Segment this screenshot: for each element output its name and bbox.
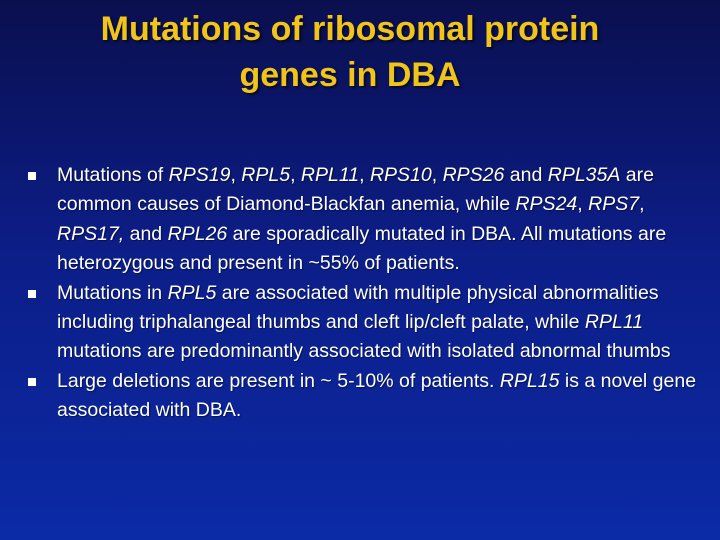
text-run: and bbox=[504, 164, 548, 186]
gene-name: RPS7 bbox=[588, 193, 640, 216]
text-run: , bbox=[359, 164, 370, 186]
slide-title bbox=[0, 6, 700, 98]
gene-name: RPL15 bbox=[499, 369, 560, 392]
gene-name: RPL5 bbox=[241, 164, 291, 186]
gene-name: RPL5 bbox=[167, 281, 217, 304]
slide-title-line-2: genes in DBA bbox=[239, 56, 461, 94]
gene-name: RPL35A bbox=[547, 164, 621, 186]
bullet-text-2 bbox=[57, 282, 671, 363]
slide-title-line-1: Mutations of ribosomal protein bbox=[100, 10, 600, 48]
text-run: , bbox=[431, 164, 443, 186]
text-run: , bbox=[230, 164, 242, 186]
gene-name: RPL11 bbox=[584, 311, 644, 334]
bullet-item-3 bbox=[26, 367, 706, 426]
gene-name: RPL11 bbox=[300, 164, 360, 186]
bullet-item-1 bbox=[26, 161, 706, 279]
bullet-text-3 bbox=[57, 370, 696, 421]
gene-name: RPL26 bbox=[167, 222, 228, 245]
gene-name: RPS10 bbox=[369, 164, 432, 186]
text-run: , bbox=[290, 164, 301, 186]
text-run: Mutations of bbox=[57, 164, 169, 186]
text-run: Large deletions are present in ~ 5-10% of patients. bbox=[57, 369, 500, 392]
text-run: are sporadically mutated in DBA. All mutations are heterozygous and present in ~55% of patients. bbox=[57, 222, 667, 275]
gene-name: RPS17, bbox=[57, 222, 125, 245]
text-run: Mutations in bbox=[57, 281, 168, 304]
text-run: mutations are predominantly associated with isolated abnormal thumbs bbox=[57, 340, 671, 363]
text-run: is a novel gene associated with DBA. bbox=[57, 369, 697, 422]
square-bullet-icon bbox=[28, 290, 36, 298]
gene-name: RPS26 bbox=[442, 164, 505, 186]
bullet-text-1 bbox=[57, 164, 666, 274]
gene-name: RPS24 bbox=[515, 193, 578, 216]
text-run: are common causes of Diamond-Blackfan anemia, while bbox=[57, 164, 654, 216]
text-run: and bbox=[124, 222, 168, 245]
text-run: , bbox=[577, 193, 589, 216]
text-run: , bbox=[639, 193, 645, 216]
text-run: are associated with multiple physical abnormalities including triphalangeal thumbs and cleft lip/cleft palate, while bbox=[57, 281, 659, 334]
gene-name: RPS19 bbox=[168, 164, 231, 186]
bullet-item-2 bbox=[26, 279, 706, 367]
bullet-list bbox=[26, 161, 706, 426]
square-bullet-icon bbox=[28, 378, 36, 386]
square-bullet-icon bbox=[28, 172, 36, 180]
